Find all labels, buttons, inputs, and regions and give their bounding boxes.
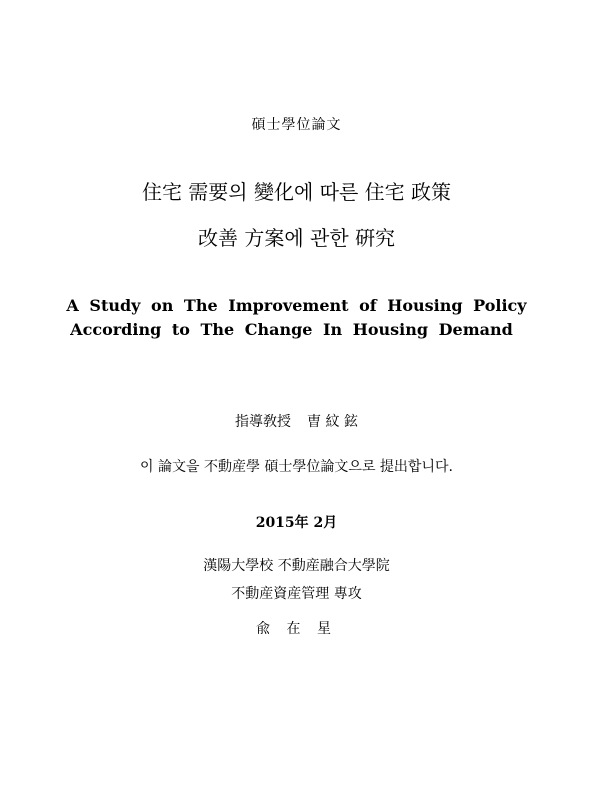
- submission-statement: 이 論文을 不動産學 碩士學位論文으로 提出합니다.: [140, 459, 453, 475]
- advisor-name: 曺 紋 鉉: [307, 414, 358, 430]
- degree-type: 碩士學位論文: [251, 117, 342, 133]
- english-title-line-2: According to The Change In Housing Demand: [70, 320, 513, 339]
- advisor-line: [0, 411, 593, 431]
- advisor-label: 指導敎授: [235, 414, 292, 430]
- university-name: 漢陽大學校 不動産融合大學院: [203, 558, 390, 574]
- english-title-line-1: A Study on The Improvement of Housing Policy: [66, 296, 527, 315]
- author-name: 兪 在 星: [256, 621, 337, 637]
- submission-date: 2015年 2月: [255, 515, 338, 531]
- korean-title-line-1: 住宅 需要의 變化에 따른 住宅 政策: [141, 180, 452, 204]
- korean-title-line-2: 改善 方案에 관한 硏究: [197, 226, 396, 250]
- major-name: 不動産資産管理 專攻: [231, 586, 362, 602]
